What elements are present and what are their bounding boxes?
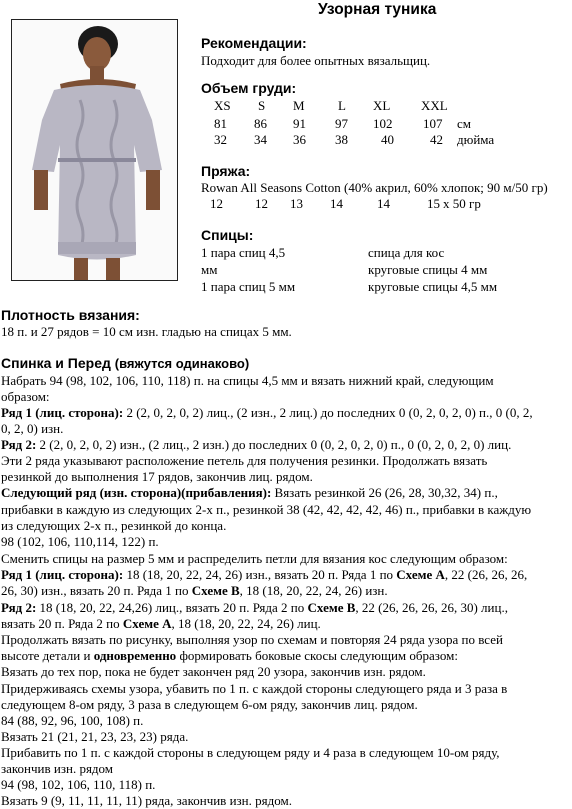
row-text: 18 (18, 20, 22, 24, 26) изн., вязать 20 п. Ряда 1 по bbox=[123, 567, 397, 582]
bust-cm-value: 107 bbox=[423, 116, 443, 131]
row-text: 2 (2, 0, 2, 0, 2) лиц., (2 изн., 2 лиц.) до последних 0 (0, 2, 0, 2, 0) п., 0 (0, 2, bbox=[123, 405, 533, 420]
instruction-line bbox=[1, 405, 533, 421]
row-text: , 18 (18, 20, 22, 24, 26) изн. bbox=[239, 583, 388, 598]
needles-right-3: круговые спицы 4,5 мм bbox=[368, 279, 498, 294]
yarn-amount: 14 bbox=[330, 196, 343, 211]
instruction-line bbox=[1, 600, 508, 616]
instruction-line: Придерживаясь схемы узора, убавить по 1 п. с каждой стороны следующего ряда и 3 раза в bbox=[1, 681, 508, 696]
bust-heading: Объем груди: bbox=[201, 80, 297, 96]
instruction-line: образом: bbox=[1, 389, 50, 404]
instruction-line: резинкой до выполнения 17 рядов, закончив лиц. рядом. bbox=[1, 469, 313, 484]
instruction-line: Эти 2 ряда указывают расположение петель для получения резинки. Продолжать вязать bbox=[1, 453, 488, 468]
yarn-amount-unit: x 50 гр bbox=[443, 196, 481, 211]
chart-ref: Схеме В bbox=[191, 583, 240, 598]
instruction-line: Продолжать вязать по рисунку, выполняя узор по схемам и повторяя 24 ряда узора по всей bbox=[1, 632, 503, 647]
needles-left-2: мм bbox=[201, 262, 218, 277]
bust-cm-value: 81 bbox=[214, 116, 227, 131]
row-text: высоте детали и bbox=[1, 648, 94, 663]
bust-cm-value: 86 bbox=[254, 116, 267, 131]
row-text: , 22 (26, 26, 26, bbox=[444, 567, 528, 582]
yarn-amount: 12 bbox=[255, 196, 268, 211]
row-text: 18 (18, 20, 22, 24,26) лиц., вязать 20 п. Ряда 2 по bbox=[36, 600, 308, 615]
size-label: XXL bbox=[421, 98, 448, 113]
bust-inch-value: 34 bbox=[254, 132, 267, 147]
row-text: 2 (2, 0, 2, 0, 2) изн., (2 лиц., 2 изн.) до последних 0 (0, 2, 0, 2, 0) п., 0 (0, 2, 0, 2, 0) лиц. bbox=[36, 437, 512, 452]
instruction-line: закончив изн. рядом bbox=[1, 761, 114, 776]
bust-inch-value: 40 bbox=[381, 132, 394, 147]
model-photo bbox=[11, 19, 178, 281]
chart-ref: Схеме А bbox=[396, 567, 445, 582]
yarn-description: Rowan All Seasons Cotton (40% акрил, 60% хлопок; 90 м/50 гр) bbox=[201, 180, 548, 195]
bust-inch-value: 36 bbox=[293, 132, 306, 147]
row-label: Следующий ряд (изн. сторона)(прибавления): bbox=[1, 485, 272, 500]
bust-inch-unit: дюйма bbox=[457, 132, 495, 147]
row-label: Ряд 1 (лиц. сторона): bbox=[1, 567, 124, 582]
instruction-line: Вязать до тех пор, пока не будет закончен ряд 20 узора, закончив изн. рядом. bbox=[1, 664, 426, 679]
bust-cm-value: 102 bbox=[373, 116, 393, 131]
row-text: 26, 30) изн., вязать 20 п. Ряда 1 по bbox=[1, 583, 192, 598]
size-label: S bbox=[258, 98, 266, 113]
instruction-line bbox=[1, 583, 388, 599]
instruction-line: Прибавить по 1 п. с каждой стороны в следующем ряду и 4 раза в следующем 10-ом ряду, bbox=[1, 745, 500, 760]
instruction-line bbox=[1, 567, 527, 583]
chart-ref: Схеме В bbox=[307, 600, 356, 615]
instruction-line: Сменить спицы на размер 5 мм и распределить петли для вязания кос следующим образом: bbox=[1, 551, 508, 566]
instruction-line bbox=[1, 437, 511, 453]
row-label: Ряд 2: bbox=[1, 437, 37, 452]
back-front-heading bbox=[1, 355, 249, 371]
row-label: Ряд 1 (лиц. сторона): bbox=[1, 405, 124, 420]
size-label: XL bbox=[373, 98, 391, 113]
instruction-line: прибавки в каждую из следующих 2-х п., резинкой 38 (42, 42, 42, 42, 46) п., прибавки в каждую bbox=[1, 502, 532, 517]
size-label: M bbox=[293, 98, 305, 113]
yarn-amount: 13 bbox=[290, 196, 303, 211]
bust-cm-value: 97 bbox=[335, 116, 348, 131]
instruction-line: Вязать 9 (9, 11, 11, 11, 11) ряда, закончив изн. рядом. bbox=[1, 793, 292, 808]
gauge-heading: Плотность вязания: bbox=[1, 307, 140, 323]
gauge-text: 18 п. и 27 рядов = 10 см изн. гладью на спицах 5 мм. bbox=[1, 324, 292, 339]
instruction-line bbox=[1, 616, 321, 632]
size-label: L bbox=[338, 98, 346, 113]
back-front-heading-note: (вяжутся одинаково) bbox=[114, 356, 250, 371]
bust-inch-value: 38 bbox=[335, 132, 348, 147]
instruction-line bbox=[1, 485, 498, 501]
instruction-line: следующем 8-ом ряду, 3 раза в следующем 6-ом ряду, закончив лиц. рядом. bbox=[1, 697, 418, 712]
yarn-amount: 14 bbox=[377, 196, 390, 211]
bust-inch-value: 32 bbox=[214, 132, 227, 147]
bust-cm-value: 91 bbox=[293, 116, 306, 131]
page-title: Узорная туника bbox=[318, 1, 437, 18]
model-in-knitted-tunic-photo-icon bbox=[12, 20, 177, 280]
needles-left-3: 1 пара спиц 5 мм bbox=[201, 279, 296, 294]
row-text: , 18 (18, 20, 22, 24, 26) лиц. bbox=[171, 616, 321, 631]
row-text: Вязать резинкой 26 (26, 28, 30,32, 34) п., bbox=[271, 485, 498, 500]
yarn-amount: 15 bbox=[427, 196, 440, 211]
row-text: формировать боковые скосы следующим образом: bbox=[176, 648, 458, 663]
bust-inch-value: 42 bbox=[430, 132, 443, 147]
instruction-line: 94 (98, 102, 106, 110, 118) п. bbox=[1, 777, 156, 792]
instruction-line bbox=[1, 648, 458, 664]
needles-right-1: спица для кос bbox=[368, 245, 445, 260]
yarn-heading: Пряжа: bbox=[201, 163, 251, 179]
instruction-line: 0, 2, 0) изн. bbox=[1, 421, 64, 436]
instruction-line: 98 (102, 106, 110,114, 122) п. bbox=[1, 534, 159, 549]
chart-ref: Схеме А bbox=[122, 616, 172, 631]
back-front-heading-text: Спинка и Перед bbox=[1, 355, 111, 371]
emphasis-text: одновременно bbox=[93, 648, 177, 663]
row-label: Ряд 2: bbox=[1, 600, 37, 615]
instruction-line: 84 (88, 92, 96, 100, 108) п. bbox=[1, 713, 144, 728]
instruction-line: из следующих 2-х п., резинкой до конца. bbox=[1, 518, 227, 533]
yarn-amount: 12 bbox=[210, 196, 223, 211]
size-label: XS bbox=[214, 98, 231, 113]
recommendations-text: Подходит для более опытных вязальщиц. bbox=[201, 53, 431, 68]
instruction-line: Вязать 21 (21, 21, 23, 23, 23) ряда. bbox=[1, 729, 189, 744]
instruction-line: Набрать 94 (98, 102, 106, 110, 118) п. на спицы 4,5 мм и вязать нижний край, следующим bbox=[1, 373, 494, 388]
row-text: вязать 20 п. Ряда 2 по bbox=[1, 616, 123, 631]
needles-right-2: круговые спицы 4 мм bbox=[368, 262, 488, 277]
needles-heading: Спицы: bbox=[201, 227, 254, 243]
recommendations-heading: Рекомендации: bbox=[201, 35, 307, 51]
row-text: , 22 (26, 26, 26, 26, 30) лиц., bbox=[355, 600, 508, 615]
bust-cm-unit: см bbox=[457, 116, 471, 131]
needles-left-1: 1 пара спиц 4,5 bbox=[201, 245, 286, 260]
